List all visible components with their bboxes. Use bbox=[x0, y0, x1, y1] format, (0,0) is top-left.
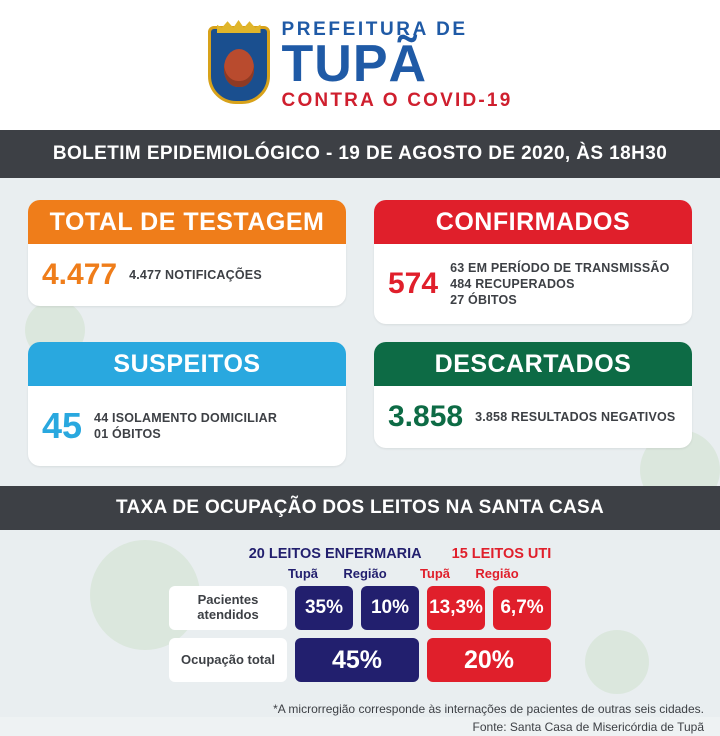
row-label-ocupacao-total: Ocupação total bbox=[169, 638, 287, 682]
bulletin-title-bar bbox=[0, 130, 720, 178]
card-title: SUSPEITOS bbox=[28, 342, 346, 386]
card-detail-line: 44 ISOLAMENTO DOMICILIAR bbox=[94, 411, 278, 425]
card-detail-line: 4.477 NOTIFICAÇÕES bbox=[129, 268, 262, 282]
column-subheaders bbox=[80, 566, 720, 581]
prefecture-label: PREFEITURA DE bbox=[281, 18, 468, 40]
footnotes bbox=[0, 690, 720, 736]
subheader-uti-regiao: Região bbox=[475, 566, 519, 581]
occupation-table bbox=[0, 530, 720, 682]
card-details bbox=[129, 268, 262, 282]
cell-ocupacao-enfermaria: 45% bbox=[295, 638, 419, 682]
row-label-pacientes-atendidos: Pacientes atendidos bbox=[169, 586, 287, 630]
card-title: DESCARTADOS bbox=[374, 342, 692, 386]
footnote-source: Fonte: Santa Casa de Misericórdia de Tupã bbox=[472, 720, 704, 734]
cell-enfermaria-tupa: 35% bbox=[295, 586, 353, 630]
crown-icon bbox=[217, 20, 261, 33]
card-detail-line: 27 ÓBITOS bbox=[450, 293, 517, 307]
cell-enfermaria-regiao: 10% bbox=[361, 586, 419, 630]
footnote-microregion: *A microrregião corresponde às internações de pacientes de outras seis cidades. bbox=[273, 702, 704, 716]
card-details bbox=[94, 411, 277, 441]
cell-uti-regiao: 6,7% bbox=[493, 586, 551, 630]
cell-uti-tupa: 13,3% bbox=[427, 586, 485, 630]
card-confirmados bbox=[374, 200, 692, 324]
card-title: TOTAL DE TESTAGEM bbox=[28, 200, 346, 244]
card-body bbox=[28, 386, 346, 466]
group-header-enfermaria: 20 LEITOS ENFERMARIA bbox=[248, 546, 422, 562]
group-headers bbox=[80, 546, 720, 562]
card-total-de-testagem bbox=[28, 200, 346, 324]
city-name: TUPÃ bbox=[281, 34, 428, 93]
campaign-label: CONTRA O COVID-19 bbox=[281, 90, 513, 112]
occupation-title-bar bbox=[0, 486, 720, 530]
card-detail-line: 3.858 RESULTADOS NEGATIVOS bbox=[475, 410, 676, 424]
card-details bbox=[450, 261, 670, 307]
card-detail-line: 484 RECUPERADOS bbox=[450, 277, 575, 291]
stats-cards bbox=[0, 178, 720, 472]
table-row bbox=[0, 638, 720, 682]
card-value: 574 bbox=[388, 267, 439, 300]
subheader-enfermaria-regiao: Região bbox=[343, 566, 387, 581]
brand-logo bbox=[208, 20, 513, 111]
card-body bbox=[28, 244, 346, 306]
card-descartados bbox=[374, 342, 692, 466]
title-block bbox=[282, 20, 513, 111]
crest-figure bbox=[224, 49, 254, 87]
card-details bbox=[475, 410, 675, 424]
card-value: 4.477 bbox=[42, 258, 118, 291]
cell-ocupacao-uti: 20% bbox=[427, 638, 551, 682]
bulletin-title: BOLETIM EPIDEMIOLÓGICO - 19 DE AGOSTO DE 2020, ÀS 18H30 bbox=[52, 143, 668, 164]
card-detail-line: 01 ÓBITOS bbox=[94, 427, 161, 441]
group-header-uti: 15 LEITOS UTI bbox=[451, 546, 552, 562]
card-detail-line: 63 EM PERÍODO DE TRANSMISSÃO bbox=[450, 261, 670, 275]
card-value: 45 bbox=[42, 405, 83, 446]
city-crest-icon bbox=[208, 26, 270, 104]
subheader-enfermaria-tupa: Tupã bbox=[287, 566, 319, 581]
card-body bbox=[374, 244, 692, 324]
card-body bbox=[374, 386, 692, 448]
occupation-title: TAXA DE OCUPAÇÃO DOS LEITOS NA SANTA CASA bbox=[115, 497, 605, 518]
subheader-uti-tupa: Tupã bbox=[419, 566, 451, 581]
card-value: 3.858 bbox=[388, 400, 464, 433]
header bbox=[0, 0, 720, 130]
card-title: CONFIRMADOS bbox=[374, 200, 692, 244]
table-row bbox=[0, 586, 720, 630]
card-suspeitos bbox=[28, 342, 346, 466]
